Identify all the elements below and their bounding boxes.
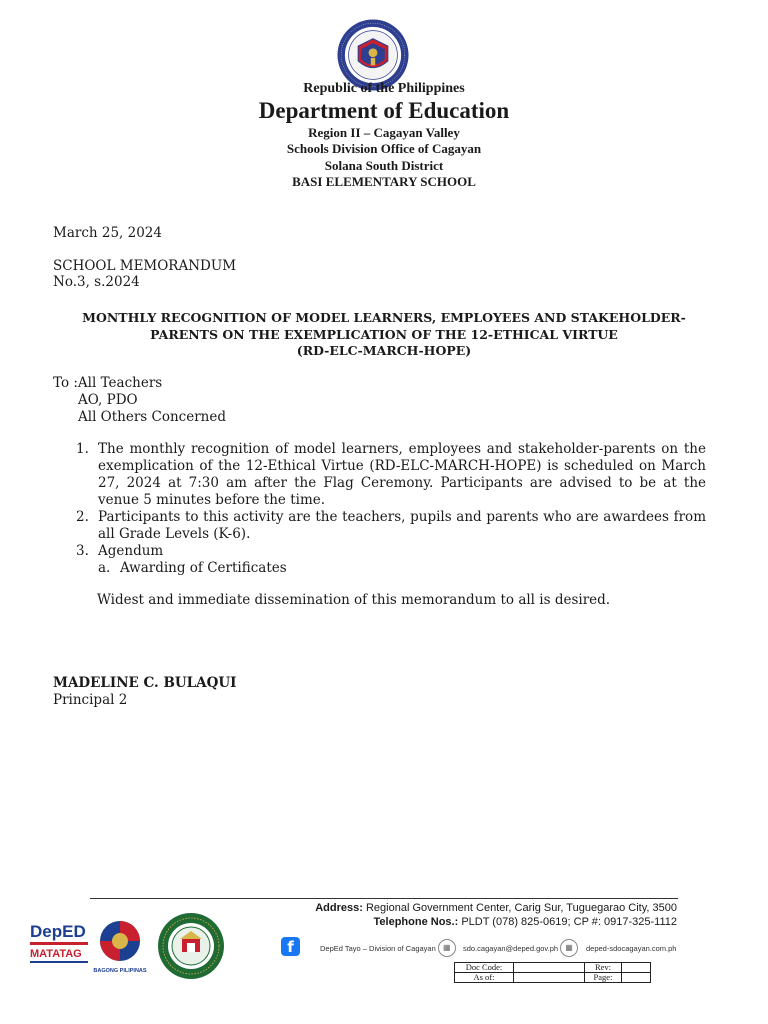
website-url: deped-sdocagayan.com.ph xyxy=(586,943,677,953)
bagong-pilipinas-logo xyxy=(92,917,148,975)
qr-code-icon: ▦ xyxy=(438,939,456,957)
doc-code-label: Doc Code: xyxy=(455,963,514,973)
header-department: Department of Education xyxy=(258,98,510,123)
closing-statement: Widest and immediate dissemination of this memorandum to all is desired. xyxy=(97,592,611,608)
list-item xyxy=(76,543,706,560)
deped-matatag-logo xyxy=(28,915,90,977)
item-number: 3. xyxy=(76,543,89,559)
recipient-others: All Others Concerned xyxy=(78,409,227,425)
header-region: Region II – Cagayan Valley xyxy=(308,125,460,140)
item-text: The monthly recognition of model learners, employees and stakeholder-parents on the exemplication of the 12-Ethical Virtue (RD-ELC-MARCH-HOPE) is scheduled on March 27, 2024 at 7:30 am after the Flag Ceremony. Participants are advised to be at the venue 5 minutes before the time. xyxy=(98,441,706,508)
header-republic: Republic of the Philippines xyxy=(303,81,465,96)
memo-number: No.3, s.2024 xyxy=(53,274,140,290)
document-control-table xyxy=(454,962,651,983)
subject-line-2: PARENTS ON THE EXEMPLICATION OF THE 12-ETHICAL VIRTUE xyxy=(150,326,618,342)
header-division: Schools Division Office of Cagayan xyxy=(286,141,482,156)
list-item xyxy=(76,509,706,543)
rev-label: Rev: xyxy=(585,963,622,973)
item-number: 1. xyxy=(76,441,89,457)
memo-date: March 25, 2024 xyxy=(53,225,162,241)
subject-line-1: MONTHLY RECOGNITION OF MODEL LEARNERS, EMPLOYEES AND STAKEHOLDER- xyxy=(82,310,686,325)
memo-subject xyxy=(60,310,708,360)
facebook-icon[interactable]: f xyxy=(281,937,300,956)
as-of-label: As of: xyxy=(455,973,514,983)
footer-address-block xyxy=(315,901,677,929)
recipient-ao-pdo: AO, PDO xyxy=(78,392,138,408)
recipients xyxy=(53,375,226,426)
phone-label: Telephone Nos.: xyxy=(373,916,459,928)
footer-divider xyxy=(90,898,678,899)
deped-logo-text: DepED xyxy=(30,922,86,941)
contact-website[interactable] xyxy=(586,939,676,957)
header-district: Solana South District xyxy=(324,158,444,173)
signatory-title: Principal 2 xyxy=(53,692,128,708)
contact-email[interactable] xyxy=(463,939,578,957)
facebook-page-name: DepEd Tayo – Division of Cagayan xyxy=(320,943,436,953)
memo-type: SCHOOL MEMORANDUM xyxy=(53,258,237,274)
signatory-name: MADELINE C. BULAQUI xyxy=(53,675,237,691)
qr-code-icon: ▦ xyxy=(560,939,578,957)
recipient-teachers: To :All Teachers xyxy=(53,375,163,391)
sub-item-text: Awarding of Certificates xyxy=(120,560,287,576)
basi-elementary-school-seal xyxy=(157,912,225,980)
item-text: Agendum xyxy=(98,543,164,559)
item-number: 2. xyxy=(76,509,89,525)
sub-list-item xyxy=(76,560,706,577)
rev-value xyxy=(622,963,651,973)
ph-logo-caption: BAGONG PILIPINAS xyxy=(93,968,147,974)
address-value: Regional Government Center, Carig Sur, Tuguegarao City, 3500 xyxy=(362,902,677,914)
phone-value: PLDT (078) 825-0619; CP #: 0917-325-1112 xyxy=(458,916,677,928)
subject-line-3: (RD-ELC-MARCH-HOPE) xyxy=(296,343,472,358)
page-value xyxy=(622,973,651,983)
item-text: Participants to this activity are the teachers, pupils and parents who are awardees from all Grade Levels (K-6). xyxy=(98,509,706,542)
memo-items xyxy=(76,441,706,577)
sub-item-letter: a. xyxy=(98,560,111,576)
contact-facebook[interactable] xyxy=(320,939,456,957)
doc-code-value xyxy=(514,963,585,973)
address-label: Address: xyxy=(315,902,363,914)
header-school: BASI ELEMENTARY SCHOOL xyxy=(292,174,476,189)
email-address: sdo.cagayan@deped.gov.ph xyxy=(463,943,559,953)
matatag-logo-text: MATATAG xyxy=(30,948,82,960)
list-item xyxy=(76,441,706,509)
as-of-value xyxy=(514,973,585,983)
page-label: Page: xyxy=(585,973,622,983)
